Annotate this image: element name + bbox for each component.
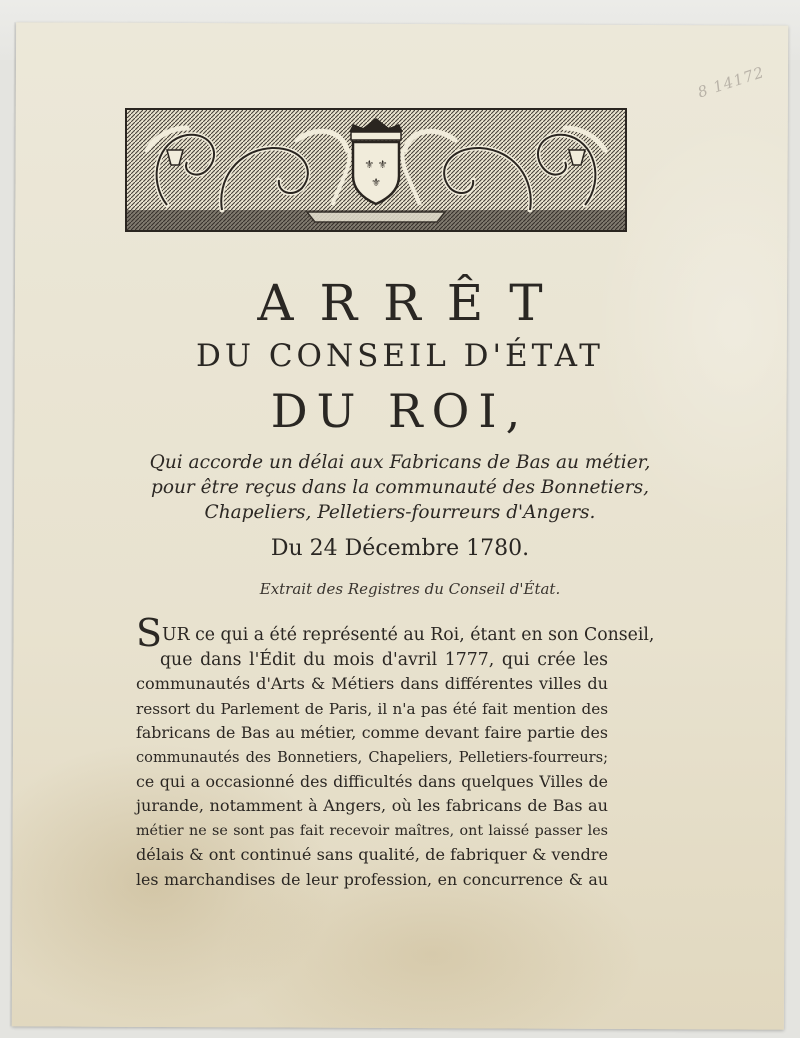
body-line: délais & ont continué sans qualité, de fabriquer & vendre [136,845,608,865]
ornamental-headpiece [125,108,627,232]
subtitle [120,450,680,525]
subtitle-line: Chapeliers, Pelletiers-fourreurs d'Angers. [204,502,596,523]
body-line: communautés d'Arts & Métiers dans différentes villes du [136,674,608,694]
body-line: les marchandises de leur profession, en concurrence & au [136,869,608,889]
body-line: communautés des Bonnetiers, Chapeliers, Pelletiers-fourreurs; [136,748,608,766]
body-line: ce qui a occasionné des difficultés dans quelques Villes de [136,771,608,791]
body-line: métier ne se sont pas fait recevoir maîtres, ont laissé passer les [136,822,608,839]
title-arret: ARRÊT [257,274,569,332]
drop-cap: S [136,611,163,655]
subtitle-line: pour être reçus dans la communauté des Bonnetiers, [151,477,649,498]
body-first-line [136,611,655,655]
body-line: UR ce qui a été représenté au Roi, étant en son Conseil, [162,625,655,645]
pencil-annotation: 8 14172 [695,63,767,102]
body-line: que dans l'Édit du mois d'avril 1777, qui crée les [160,650,608,670]
title-conseil-detat: DU CONSEIL D'ÉTAT [195,338,604,374]
royal-crest-ornament-icon [127,110,625,230]
subtitle-line: Qui accorde un délai aux Fabricans de Bas au métier, [149,452,651,473]
title-du-roi: DU ROI, [270,384,530,438]
decree-body [136,611,655,892]
body-line: fabricans de Bas au métier, comme devant faire partie des [136,723,608,743]
decree-date: Du 24 Décembre 1780. [270,536,530,561]
body-line: ressort du Parlement de Paris, il n'a pas été fait mention des [136,699,608,718]
svg-text:⚜ ⚜: ⚜ ⚜ [364,158,388,171]
svg-text:⚜: ⚜ [371,176,381,189]
extract-heading: Extrait des Registres du Conseil d'État. [259,580,561,598]
body-line: jurande, notamment à Angers, où les fabricans de Bas au [136,796,608,816]
